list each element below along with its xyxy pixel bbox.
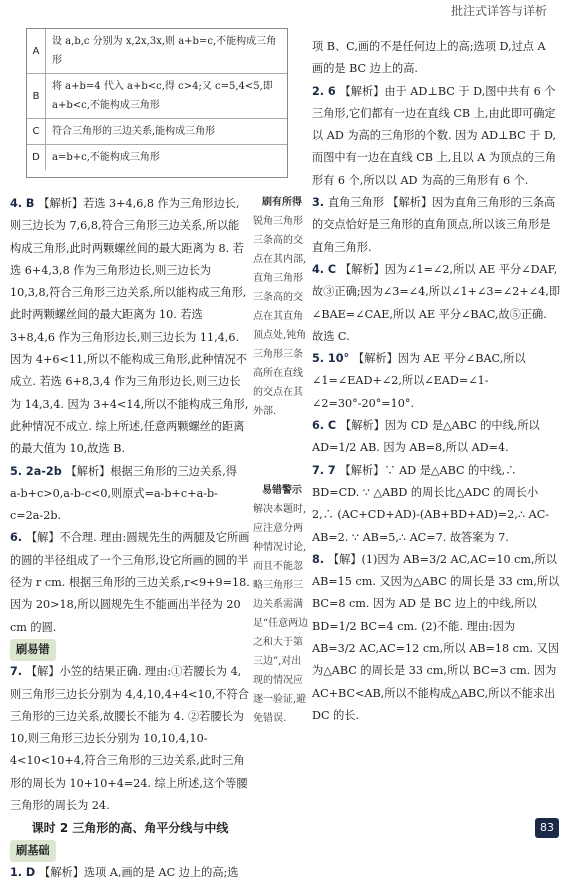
- answer-item: [10, 661, 250, 817]
- option-label: C: [27, 119, 46, 144]
- option-row: [27, 74, 287, 119]
- question-number: 4. C: [312, 262, 341, 276]
- answer-text: 项 B、C,画的不是任何边上的高;选项 D,过点 A 画的是 BC 边上的高.: [312, 40, 546, 76]
- answer-item: [10, 193, 250, 461]
- question-number: 5. 10°: [312, 352, 353, 366]
- option-row: [27, 119, 287, 145]
- option-label: A: [27, 29, 46, 73]
- answer-item: [312, 259, 560, 348]
- option-text: 将 a+b=4 代入 a+b<c,得 c>4;又 c=5,4<5,即 a+b<c,不能构成三角形: [52, 81, 273, 111]
- right-column: [312, 36, 560, 727]
- option-table: [26, 28, 288, 178]
- answer-item: [10, 527, 250, 638]
- question-number: 7. 7: [312, 463, 340, 477]
- note-title: 易错警示: [262, 485, 302, 496]
- lesson-heading: 课时 2 三角形的高、角平分线与中线: [31, 821, 229, 836]
- answer-item: [10, 840, 250, 862]
- answer-item: [10, 461, 250, 528]
- question-number: 2. 6: [312, 84, 340, 98]
- answer-text: 【解析】∵ AD 是△ABC 的中线,∴ BD=CD. ∵ △ABD 的周长比△ADC 的周长小 2,∴ (AC+CD+AD)-(AB+BD+AD)=2,∴ AC-AB=2. ∵ AB=5,∴ AC=7. 故答案为 7.: [312, 463, 550, 544]
- question-number: 6. C: [312, 419, 341, 433]
- question-number: 7.: [10, 665, 26, 679]
- answer-text: 【解析】因为 AE 平分∠BAC,所以∠1=∠EAD+∠2,所以∠EAD=∠1-∠2=30°-20°=10°.: [312, 352, 526, 410]
- question-number: 5. 2a-2b: [10, 464, 66, 478]
- answer-item: [10, 817, 250, 839]
- answer-text: 直角三角形 【解析】因为直角三角形的三条高的交点恰好是三角形的直角顶点,所以该三角形是直角三角形.: [312, 196, 556, 254]
- answer-item: [312, 460, 560, 549]
- question-number: 6.: [10, 531, 26, 545]
- section-heading: 刷易错: [10, 639, 56, 661]
- answer-text: 【解】不合理. 理由:圆规先生的两腿及它所画的圆的半径组成了一个三角形,设它所画的圆的半径为 r cm. 根据三角形的三边关系,r<9+9=18. 因为 20>18,所以圆规先生不能画出半径为 20 cm 的圆.: [10, 531, 250, 634]
- option-label: B: [27, 74, 46, 118]
- answer-text: 【解析】因为∠1=∠2,所以 AE 平分∠DAF,故③正确;因为∠3=∠4,所以∠1+∠3=∠2+∠4,即∠BAE=∠CAE,所以 AE 平分∠BAC,故⑤正确. 故选 C.: [312, 262, 561, 343]
- answer-item: [312, 415, 560, 460]
- margin-note: [253, 481, 311, 728]
- answer-item: [312, 36, 560, 81]
- option-text: 符合三角形的三边关系,能构成三角形: [52, 126, 216, 137]
- answer-item: [10, 862, 250, 884]
- answer-item: [312, 348, 560, 415]
- answer-text: 【解析】若选 3+4,6,8 作为三角形边长,则三边长为 7,6,8,符合三角形三边关系,所以能构成三角形,此时两颗螺丝间的最大距离为 8. 若选 6+4,3,8 作为三角形边长,则三边长为 10,3,8,符合三角形三边关系,所以能构成三角形,此时两颗螺丝间的最大距离为 10. 若选 3+8,4,6 作为三角形边长,则三边长为 11,4,6. 因为 4+6<11,所以不能构成三角形,此种情况不成立. 若选 6+8,3,4 作为三角形边长,则三边长为 14,3,4. 因为 3+4<14,所以不能构成三角形,此种情况不成立. 综上所述,任意两颗螺丝的距离的最大值为 10,故选 B.: [10, 197, 249, 456]
- section-heading: 刷基础: [10, 840, 56, 862]
- answer-item: [312, 549, 560, 727]
- answer-text: 【解析】选项 A,画的是 AC 边上的高;选: [39, 865, 239, 879]
- option-text: 设 a,b,c 分别为 x,2x,3x,则 a+b=c,不能构成三角形: [52, 36, 277, 66]
- option-row: [27, 29, 287, 74]
- option-row: [27, 145, 287, 170]
- note-text: 解决本题时,应注意分两种情况讨论,而且不能忽略三角形三边关系需满足“任意两边之和大于第三边”,对出现的情况应逐一验证,避免错误.: [253, 504, 309, 724]
- question-number: 1. D: [10, 865, 40, 879]
- question-number: 4. B: [10, 197, 39, 210]
- answer-item: [10, 639, 250, 661]
- answer-text: 【解析】由于 AD⊥BC 于 D,图中共有 6 个三角形,它们都有一边在直线 CB 上,由此即可确定以 AD 为高的三角形的个数. 因为 AD⊥BC 于 D,而图中有一边在直线 CB 上,且以 A 为顶点的三角形有 6 个,所以以 AD 为高的三角形有 6 个.: [312, 84, 557, 187]
- answer-item: [312, 81, 560, 192]
- question-number: 8.: [312, 552, 328, 566]
- margin-note: [253, 193, 311, 421]
- answer-text: 【解析】因为 CD 是△ABC 的中线,所以 AD=1/2 AB. 因为 AB=8,所以 AD=4.: [312, 419, 540, 455]
- option-text: a=b+c,不能构成三角形: [52, 152, 160, 163]
- margin-notes: [253, 193, 311, 788]
- answer-text: 【解】小笠的结果正确. 理由:①若腰长为 4,则三角形三边长分别为 4,4,10,4+4<10,不符合三角形的三边关系,故腰长不能为 4. ②若腰长为 10,则三角形三边长分别为 10,10,4,10-4<10<10+4,符合三角形的三边关系,此时三角形的周长为 10+10+4=24. 综上所述,这个等腰三角形的周长为 24.: [10, 665, 249, 813]
- question-number: 3.: [312, 196, 328, 210]
- answer-text: 【解析】根据三角形的三边关系,得 a-b+c>0,a-b-c<0,则原式=a-b+c+a-b-c=2a-2b.: [10, 464, 237, 523]
- left-column: [10, 193, 250, 884]
- note-text: 锐角三角形三条高的交点在其内部,直角三角形三条高的交点在其直角顶点处,钝角三角形三条高所在直线的交点在其外部.: [253, 216, 307, 417]
- answer-item: [312, 192, 560, 259]
- page-header: 批注式详答与详析: [450, 4, 547, 18]
- option-label: D: [27, 145, 46, 170]
- note-title: 刷有所得: [262, 197, 302, 208]
- page-number: 83: [535, 818, 559, 838]
- answer-text: 【解】(1)因为 AB=3/2 AC,AC=10 cm,所以 AB=15 cm. 又因为△ABC 的周长是 33 cm,所以 BC=8 cm. 因为 AD 是 BC 边上的中线,所以 BD=1/2 BC=4 cm. (2)不能. 理由:因为 AB=3/2 AC,AC=12 cm,所以 AB=18 cm. 又因为△ABC 的周长是 33 cm,所以 BC=3 cm. 因为 AC+BC<AB,所以不能构成△ABC,所以不能求出 DC 的长.: [312, 552, 560, 722]
